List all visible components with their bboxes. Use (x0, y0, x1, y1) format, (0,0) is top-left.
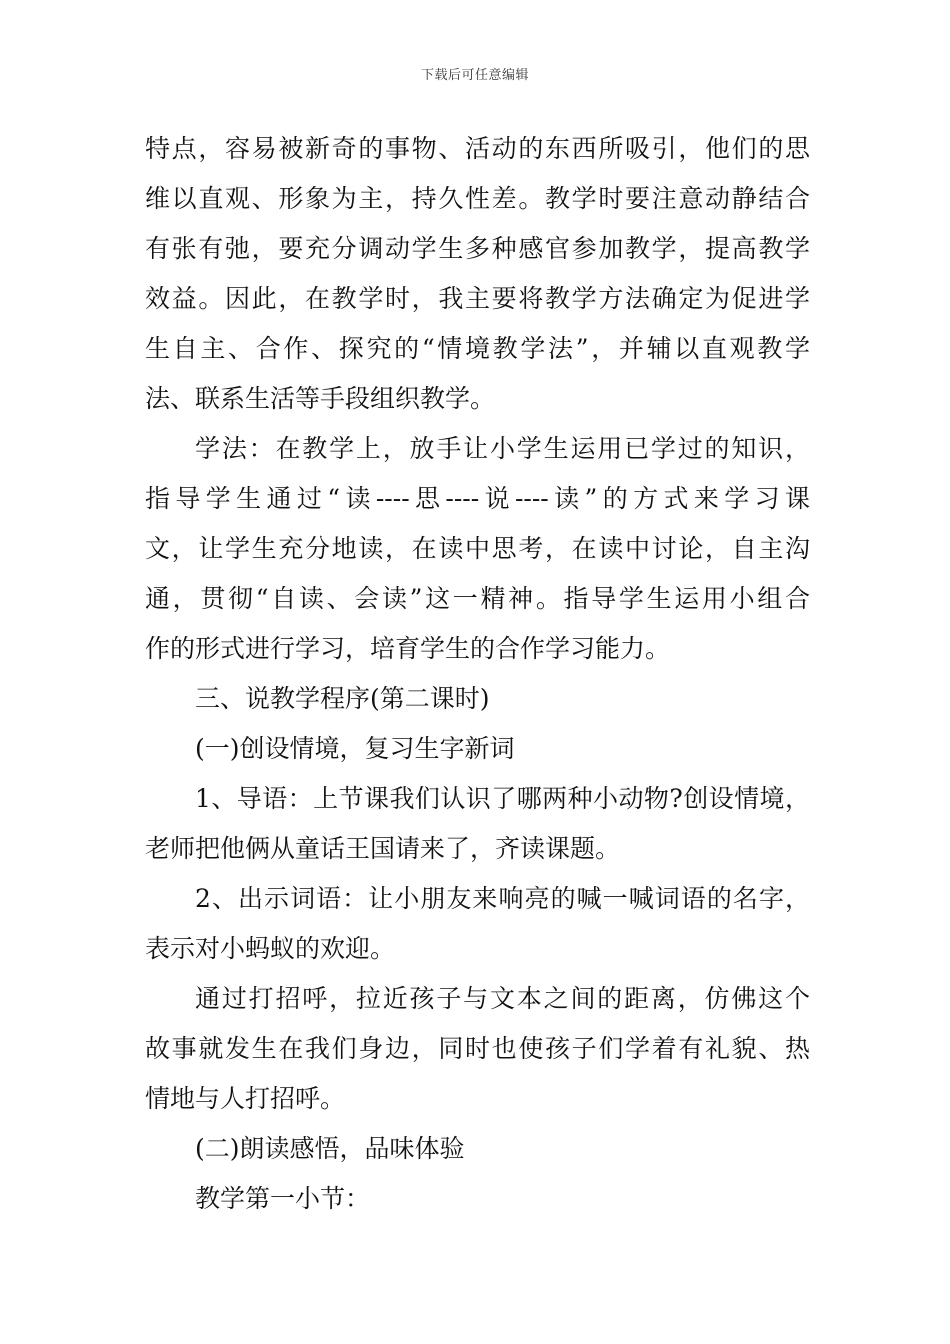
text-line: 1、导语：上节课我们认识了哪两种小动物?创设情境， (195, 784, 810, 813)
subsection-heading: (一)创设情境，复习生字新词 (195, 734, 515, 763)
text-line: 生自主、合作、探究的“情境教学法”，并辅以直观教学 (145, 334, 810, 363)
text-line: 特点，容易被新奇的事物、活动的东西所吸引，他们的思 (145, 134, 810, 163)
text-line: 故事就发生在我们身边，同时也使孩子们学着有礼貌、热 (145, 1034, 810, 1063)
text-line: 效益。因此，在教学时，我主要将教学方法确定为促进学 (145, 284, 810, 313)
text-line: 教学第一小节： (195, 1184, 371, 1213)
page-header: 下载后可任意编辑 (420, 68, 529, 83)
text-line: 情地与人打招呼。 (145, 1084, 346, 1113)
text-line: 学法：在教学上，放手让小学生运用已学过的知识， (195, 434, 810, 463)
section-heading: 三、说教学程序(第二课时) (195, 684, 490, 713)
text-line: 维以直观、形象为主，持久性差。教学时要注意动静结合 (145, 184, 810, 213)
text-line: 法、联系生活等手段组织教学。 (145, 384, 496, 413)
text-line: 2、出示词语：让小朋友来响亮的喊一喊词语的名字， (195, 884, 810, 913)
text-line: 作的形式进行学习，培育学生的合作学习能力。 (145, 634, 671, 663)
text-line: 表示对小蚂蚁的欢迎。 (145, 934, 396, 963)
text-line: 通，贯彻“自读、会读”这一精神。指导学生运用小组合 (145, 584, 810, 613)
subsection-heading: (二)朗读感悟，品味体验 (195, 1134, 465, 1163)
text-line: 有张有弛，要充分调动学生多种感官参加教学，提高教学 (145, 234, 810, 263)
text-line: 指导学生通过“读----思----说----读”的方式来学习课 (145, 484, 810, 513)
text-line: 老师把他俩从童话王国请来了，齐读课题。 (145, 834, 621, 863)
document-body (145, 124, 810, 1224)
text-line: 通过打招呼，拉近孩子与文本之间的距离，仿佛这个 (195, 984, 810, 1013)
text-line: 文，让学生充分地读，在读中思考，在读中讨论，自主沟 (145, 534, 810, 563)
